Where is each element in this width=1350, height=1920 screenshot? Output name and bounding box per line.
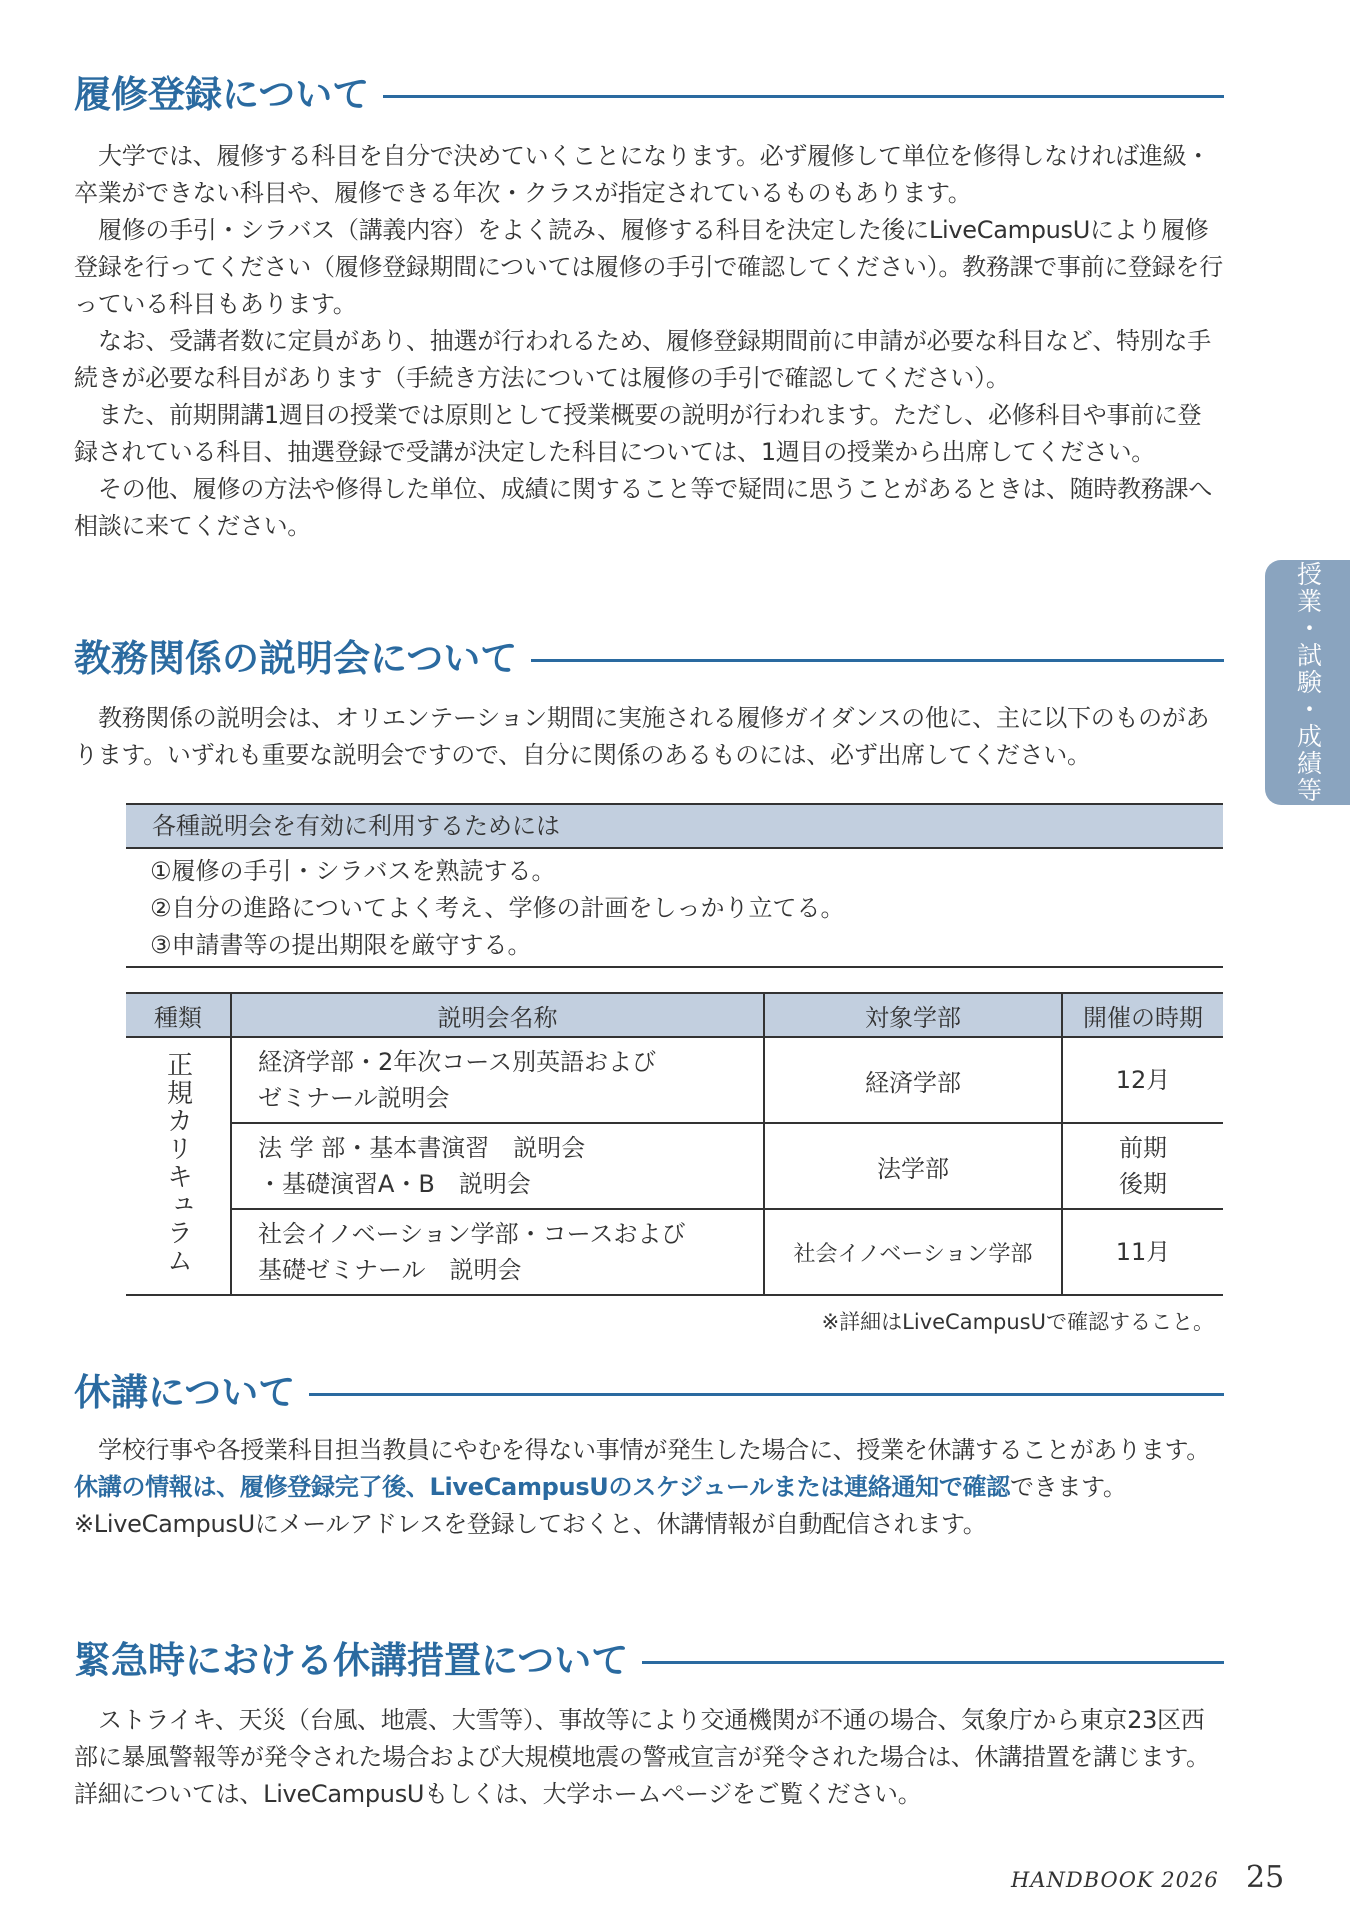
- table-footnote: ※詳細はLiveCampusUで確認すること。: [821, 1310, 1214, 1334]
- section-heading: [74, 72, 1224, 122]
- tips-box: [126, 803, 1223, 968]
- section-heading: [74, 1638, 1224, 1688]
- tips-list: [126, 849, 1223, 968]
- section-title: 履修登録について: [74, 72, 383, 118]
- session-name-line: 基礎ゼミナール 説明会: [258, 1256, 522, 1284]
- chapter-side-tab-label: 授業・試験・成績等: [1293, 561, 1323, 804]
- column-header-time: 開催の時期: [1062, 993, 1223, 1037]
- timing-cell: [1062, 1209, 1223, 1295]
- chapter-side-tab: [1265, 560, 1350, 805]
- timing-line: 12月: [1115, 1066, 1171, 1094]
- section-title: 休講について: [74, 1370, 309, 1416]
- column-header-dept: 対象学部: [764, 993, 1062, 1037]
- tips-item: ①履修の手引・シラバスを熟読する。: [150, 857, 556, 885]
- paragraph-text: できます。: [1009, 1473, 1127, 1501]
- tips-item: ②自分の進路についてよく考え、学修の計画をしっかり立てる。: [150, 894, 845, 922]
- paragraph: その他、履修の方法や修得した単位、成績に関すること等で疑問に思うことがあるときは、随時教務課へ相談に来てください。: [74, 475, 1212, 540]
- tips-item: ③申請書等の提出期限を厳守する。: [150, 931, 532, 959]
- session-name-cell: [231, 1123, 764, 1209]
- department-cell: 法学部: [764, 1123, 1062, 1209]
- section-briefing: [74, 636, 1224, 774]
- category-label: 正規カリキュラム: [162, 1051, 193, 1275]
- column-header-kind: 種類: [126, 993, 231, 1037]
- timing-cell: [1062, 1123, 1223, 1209]
- session-name-cell: [231, 1037, 764, 1123]
- paragraph: また、前期開講1週目の授業では原則として授業概要の説明が行われます。ただし、必修科目や事前に登録されている科目、抽選登録で受講が決定した科目については、1週目の授業から出席してください。: [74, 401, 1202, 466]
- timing-line: 前期: [1119, 1134, 1167, 1162]
- paragraph: [74, 1432, 1224, 1506]
- briefing-table: [126, 992, 1223, 1296]
- paragraph: 履修の手引・シラバス（講義内容）をよく読み、履修する科目を決定した後にLiveCampusUにより履修登録を行ってください（履修登録期間については履修の手引で確認してください）。教務課で事前に登録を行っている科目もあります。: [74, 216, 1223, 318]
- column-header-name: 説明会名称: [231, 993, 764, 1037]
- timing-line: 11月: [1115, 1238, 1171, 1266]
- session-name-cell: [231, 1209, 764, 1295]
- section-heading: [74, 1370, 1224, 1420]
- department-cell: 社会イノベーション学部: [764, 1209, 1062, 1295]
- timing-cell: [1062, 1037, 1223, 1123]
- session-name-line: 経済学部・2年次コース別英語および: [258, 1048, 657, 1076]
- tips-header: 各種説明会を有効に利用するためには: [126, 803, 1223, 849]
- footer-handbook-label: HANDBOOK 2026: [1011, 1868, 1219, 1892]
- paragraph: 教務関係の説明会は、オリエンテーション期間に実施される履修ガイダンスの他に、主に以下のものがあります。いずれも重要な説明会ですので、自分に関係のあるものには、必ず出席してください。: [74, 704, 1210, 769]
- notice-text: ※LiveCampusUにメールアドレスを登録しておくと、休講情報が自動配信されます。: [74, 1510, 987, 1538]
- paragraph: ストライキ、天災（台風、地震、大雪等）、事故等により交通機関が不通の場合、気象庁から東京23区西部に暴風警報等が発令された場合および大規模地震の警戒宣言が発令された場合は、休講措置を講じます。詳細については、LiveCampusUもしくは、大学ホームページをご覧ください。: [74, 1706, 1210, 1808]
- table-row: [126, 1037, 1223, 1123]
- session-name-line: 法 学 部・基本書演習 説明会: [258, 1134, 586, 1162]
- table-row: [126, 1209, 1223, 1295]
- paragraph-text: 学校行事や各授業科目担当教員にやむを得ない事情が発生した場合に、授業を休講することがあります。: [98, 1436, 1210, 1464]
- section-cancellation: [74, 1370, 1224, 1543]
- section-title: 緊急時における休講措置について: [74, 1638, 642, 1684]
- table-header-row: [126, 993, 1223, 1037]
- category-cell: [126, 1037, 231, 1295]
- session-name-line: ・基礎演習A・B 説明会: [258, 1170, 531, 1198]
- emphasis-text: 休講の情報は、履修登録完了後、LiveCampusUのスケジュールまたは連絡通知で確認: [74, 1473, 1010, 1501]
- paragraph: 大学では、履修する科目を自分で決めていくことになります。必ず履修して単位を修得しなければ進級・卒業ができない科目や、履修できる年次・クラスが指定されているものもあります。: [74, 142, 1210, 207]
- section-emergency: [74, 1638, 1224, 1813]
- session-name-line: 社会イノベーション学部・コースおよび: [258, 1220, 686, 1248]
- paragraph: なお、受講者数に定員があり、抽選が行われるため、履修登録期間前に申請が必要な科目など、特別な手続きが必要な科目があります（手続き方法については履修の手引で確認してください）。: [74, 327, 1211, 392]
- timing-line: 後期: [1119, 1170, 1167, 1198]
- table-row: [126, 1123, 1223, 1209]
- section-registration: [74, 72, 1224, 545]
- section-heading: [74, 636, 1224, 686]
- session-name-line: ゼミナール説明会: [258, 1084, 450, 1112]
- section-title: 教務関係の説明会について: [74, 636, 531, 682]
- department-cell: 経済学部: [764, 1037, 1062, 1123]
- page-number: 25: [1246, 1860, 1285, 1895]
